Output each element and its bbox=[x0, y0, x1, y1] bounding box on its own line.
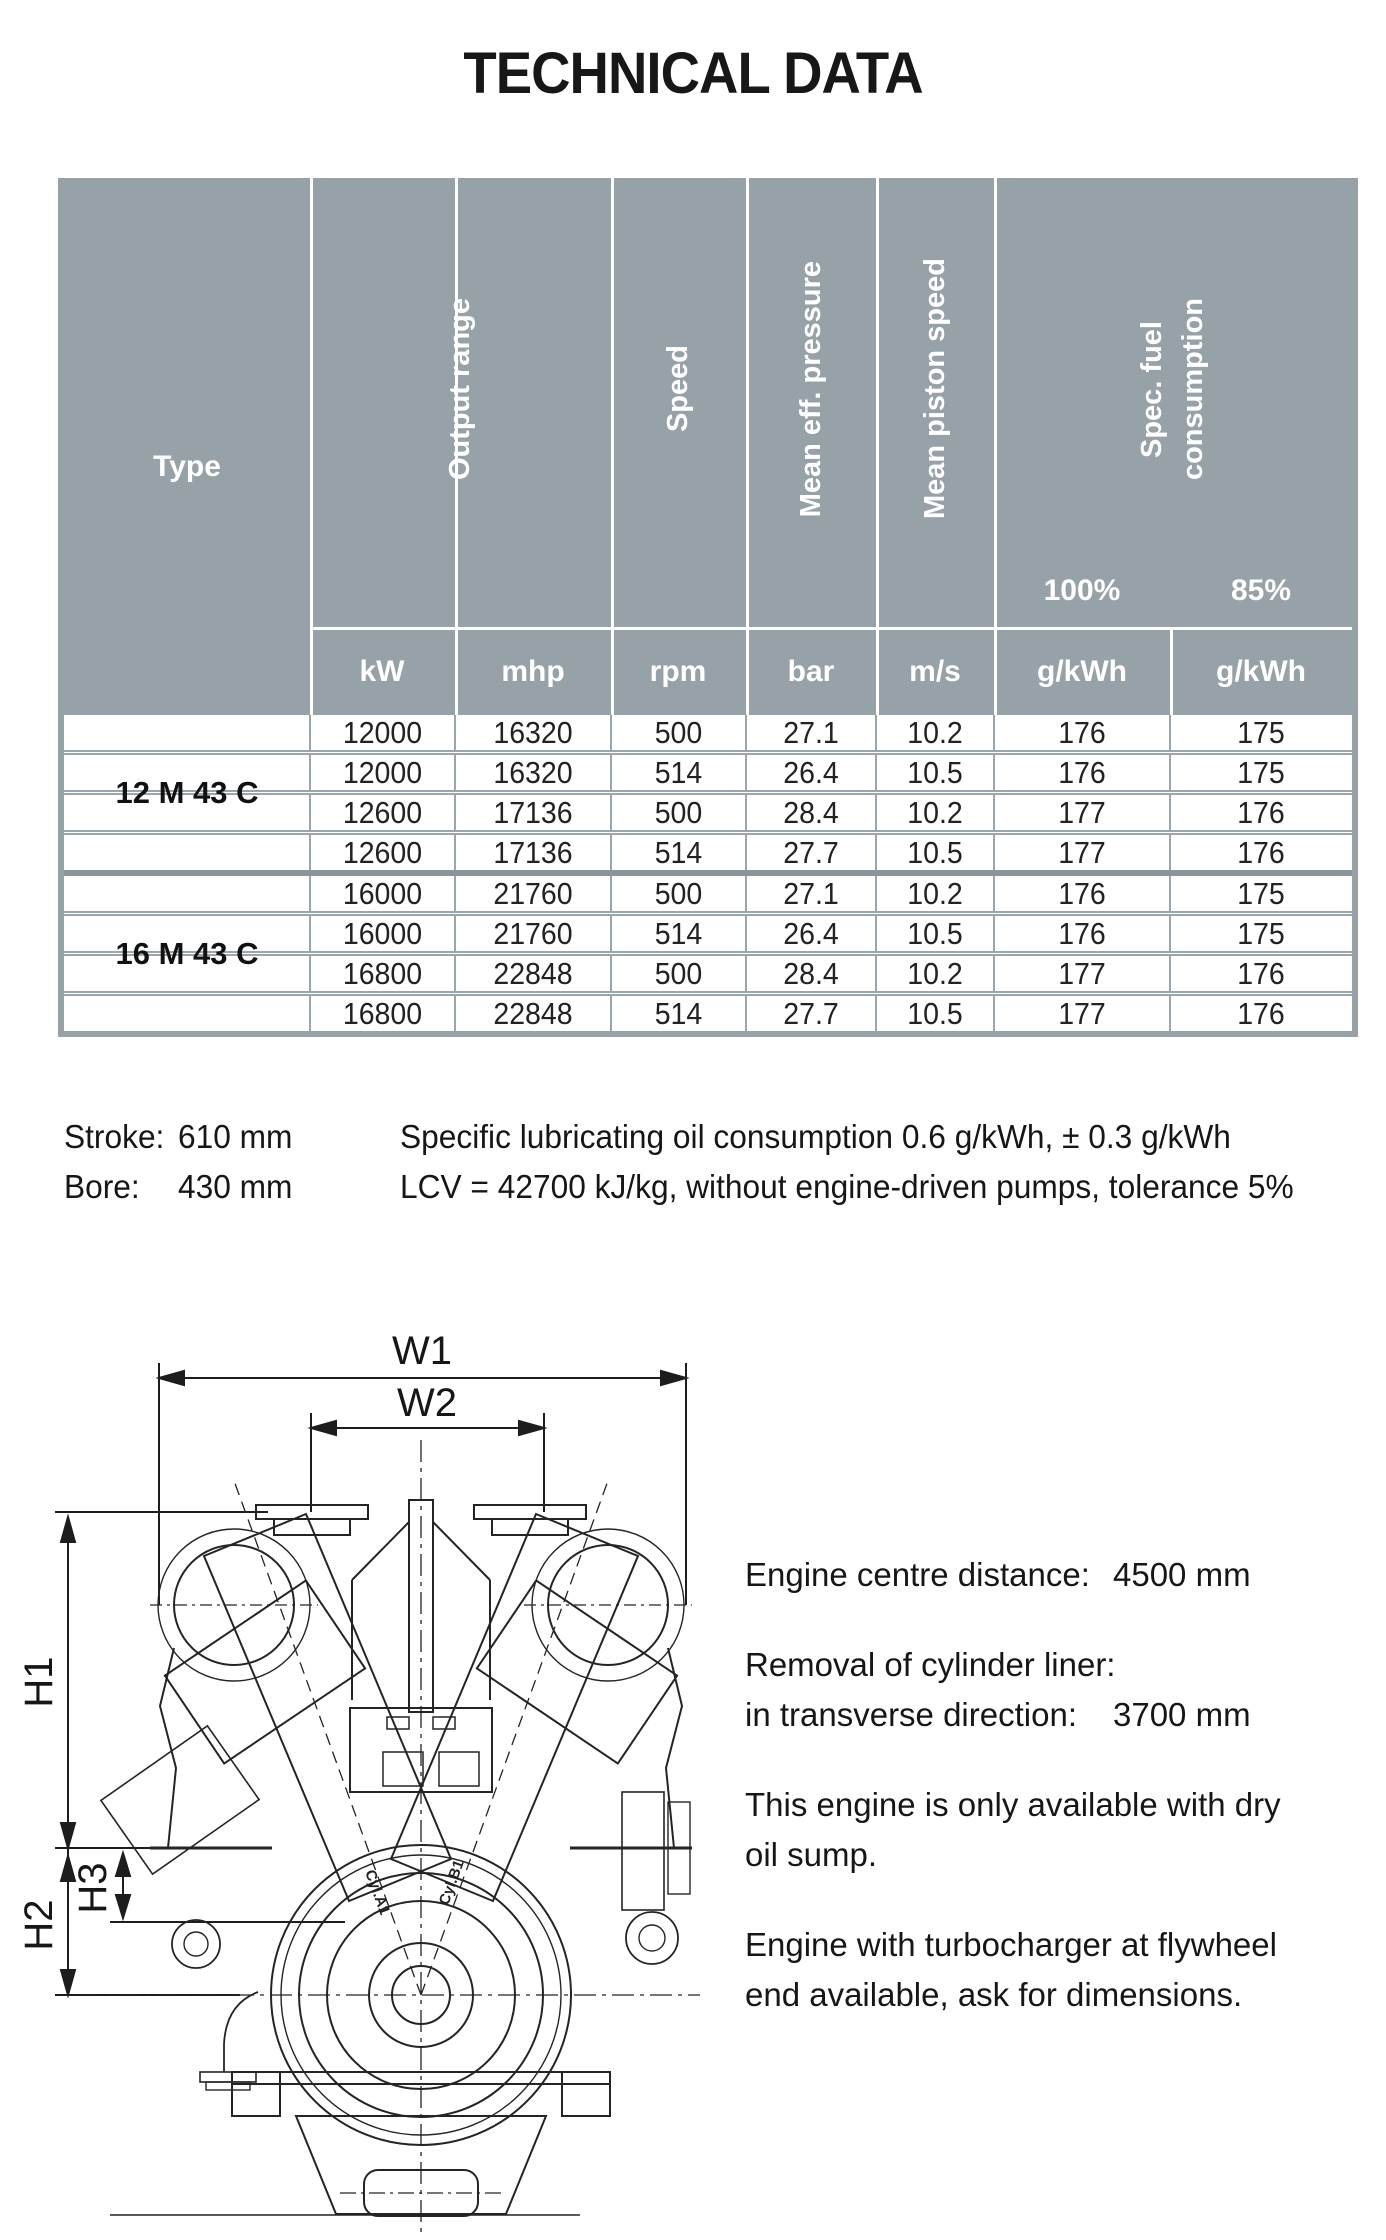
bore-label: Bore: bbox=[64, 1168, 140, 1205]
stroke-label: Stroke: bbox=[64, 1118, 165, 1155]
spec-removal-line2 bbox=[745, 1696, 1251, 1734]
column-header-mean-eff-pressure: Mean eff. pressure bbox=[794, 260, 827, 518]
header-divider bbox=[746, 178, 749, 715]
column-header-output-range: Output range bbox=[443, 297, 476, 481]
data-cell: 176 bbox=[1058, 715, 1106, 750]
technical-data-table bbox=[58, 178, 1358, 1037]
header-divider bbox=[876, 178, 879, 715]
data-cell: 175 bbox=[1237, 755, 1285, 790]
column-header-speed: Speed bbox=[661, 345, 694, 433]
data-cell: 16320 bbox=[493, 715, 573, 750]
cylinder-label-b1: Cyl.B1 bbox=[435, 1857, 468, 1908]
spec-removal-label: in transverse direction: bbox=[745, 1696, 1077, 1733]
unit-gkwh-85: g/kWh bbox=[1216, 655, 1306, 688]
data-cell: 10.5 bbox=[907, 835, 963, 870]
spec-turbo-line2: end available, ask for dimensions. bbox=[745, 1976, 1243, 2013]
spec-centre-distance-label: Engine centre distance: bbox=[745, 1556, 1090, 1593]
data-cell: 514 bbox=[654, 916, 703, 951]
data-cell: 28.4 bbox=[783, 956, 839, 991]
data-cell: 176 bbox=[1058, 916, 1106, 951]
data-cell: 175 bbox=[1237, 876, 1285, 911]
column-header-type: Type bbox=[153, 450, 221, 483]
data-cell: 176 bbox=[1237, 956, 1285, 991]
unit-kw: kW bbox=[359, 655, 405, 688]
data-cell: 10.2 bbox=[907, 795, 963, 830]
data-cell: 500 bbox=[654, 715, 703, 750]
header-divider bbox=[310, 178, 313, 715]
data-cell: 26.4 bbox=[783, 916, 839, 951]
page-title: TECHNICAL DATA bbox=[463, 41, 923, 106]
spec-sump-line2: oil sump. bbox=[745, 1836, 878, 1873]
data-cell: 28.4 bbox=[783, 795, 839, 830]
header-divider bbox=[611, 178, 614, 715]
data-cell: 175 bbox=[1237, 715, 1285, 750]
data-cell: 176 bbox=[1237, 996, 1285, 1031]
data-cell: 16800 bbox=[342, 996, 423, 1031]
data-cell: 27.1 bbox=[783, 876, 839, 911]
column-header-spec-fuel-consumption: Spec. fuel consumption bbox=[1136, 297, 1209, 481]
data-cell: 175 bbox=[1237, 916, 1285, 951]
data-cell: 21760 bbox=[493, 876, 573, 911]
unit-mhp: mhp bbox=[501, 655, 565, 688]
data-cell: 12000 bbox=[342, 755, 423, 790]
table-header bbox=[64, 178, 1352, 715]
data-cell: 12000 bbox=[342, 715, 423, 750]
data-cell: 10.5 bbox=[907, 916, 963, 951]
unit-ms: m/s bbox=[909, 655, 961, 688]
data-cell: 12600 bbox=[342, 835, 423, 870]
spec-centre-distance bbox=[745, 1556, 1251, 1594]
table-body bbox=[64, 715, 1352, 1031]
data-cell: 177 bbox=[1058, 795, 1106, 830]
data-cell: 10.2 bbox=[907, 876, 963, 911]
engine-drawing bbox=[0, 1300, 770, 2240]
data-cell: 177 bbox=[1058, 996, 1106, 1031]
data-cell: 177 bbox=[1058, 835, 1106, 870]
column-header-mean-piston-speed: Mean piston speed bbox=[918, 258, 951, 520]
data-cell: 10.2 bbox=[907, 956, 963, 991]
engine-type-label: 16 M 43 C bbox=[115, 935, 259, 971]
data-cell: 16320 bbox=[493, 755, 573, 790]
data-cell: 177 bbox=[1058, 956, 1106, 991]
unit-gkwh-100: g/kWh bbox=[1037, 655, 1127, 688]
spec-removal-value: 3700 mm bbox=[1113, 1696, 1251, 1733]
dim-label-h2: H2 bbox=[17, 1899, 61, 1951]
unit-rpm: rpm bbox=[649, 655, 707, 688]
engine-type-label: 12 M 43 C bbox=[115, 774, 259, 810]
header-units-separator bbox=[310, 627, 1352, 630]
data-cell: 10.5 bbox=[907, 755, 963, 790]
dim-label-w2: W2 bbox=[397, 1381, 457, 1425]
data-cell: 10.5 bbox=[907, 996, 963, 1031]
data-cell: 514 bbox=[654, 996, 703, 1031]
bore-value: 430 mm bbox=[178, 1168, 293, 1205]
data-cell: 176 bbox=[1058, 755, 1106, 790]
header-divider bbox=[1170, 627, 1173, 715]
unit-bar: bar bbox=[787, 655, 835, 688]
data-cell: 514 bbox=[654, 835, 703, 870]
data-cell: 176 bbox=[1237, 835, 1285, 870]
data-cell: 16800 bbox=[342, 956, 423, 991]
dim-label-h3: H3 bbox=[71, 1862, 115, 1914]
data-cell: 514 bbox=[654, 755, 703, 790]
lcv-note: LCV = 42700 kJ/kg, without engine-driven pumps, tolerance 5% bbox=[400, 1168, 1294, 1205]
data-cell: 16000 bbox=[342, 876, 423, 911]
data-cell: 500 bbox=[654, 876, 703, 911]
spec-turbo-line1: Engine with turbocharger at flywheel bbox=[745, 1926, 1277, 1963]
data-cell: 500 bbox=[654, 795, 703, 830]
data-cell: 21760 bbox=[493, 916, 573, 951]
data-cell: 22848 bbox=[493, 996, 573, 1031]
load-label-85: 85% bbox=[1230, 574, 1292, 607]
load-label-100: 100% bbox=[1043, 574, 1121, 607]
data-cell: 26.4 bbox=[783, 755, 839, 790]
stroke-value: 610 mm bbox=[178, 1118, 293, 1155]
data-cell: 27.7 bbox=[783, 996, 839, 1031]
data-cell: 176 bbox=[1237, 795, 1285, 830]
oil-consumption-note: Specific lubricating oil consumption 0.6 g/kWh, ± 0.3 g/kWh bbox=[400, 1118, 1231, 1155]
data-cell: 12600 bbox=[342, 795, 423, 830]
data-cell: 500 bbox=[654, 956, 703, 991]
data-cell: 176 bbox=[1058, 876, 1106, 911]
cylinder-label-a1: Cyl.A1 bbox=[361, 1867, 394, 1918]
data-cell: 22848 bbox=[493, 956, 573, 991]
spec-sump-line1: This engine is only available with dry bbox=[745, 1786, 1281, 1823]
data-cell: 10.2 bbox=[907, 715, 963, 750]
data-cell: 17136 bbox=[493, 795, 573, 830]
spec-removal-line1: Removal of cylinder liner: bbox=[745, 1646, 1116, 1683]
data-cell: 16000 bbox=[342, 916, 423, 951]
data-cell: 17136 bbox=[493, 835, 573, 870]
dim-label-w1: W1 bbox=[392, 1329, 452, 1373]
header-divider bbox=[994, 178, 997, 715]
data-cell: 27.1 bbox=[783, 715, 839, 750]
dim-label-h1: H1 bbox=[17, 1656, 61, 1708]
engine-front-view bbox=[80, 1440, 700, 2235]
data-cell: 27.7 bbox=[783, 835, 839, 870]
spec-centre-distance-value: 4500 mm bbox=[1113, 1556, 1251, 1593]
